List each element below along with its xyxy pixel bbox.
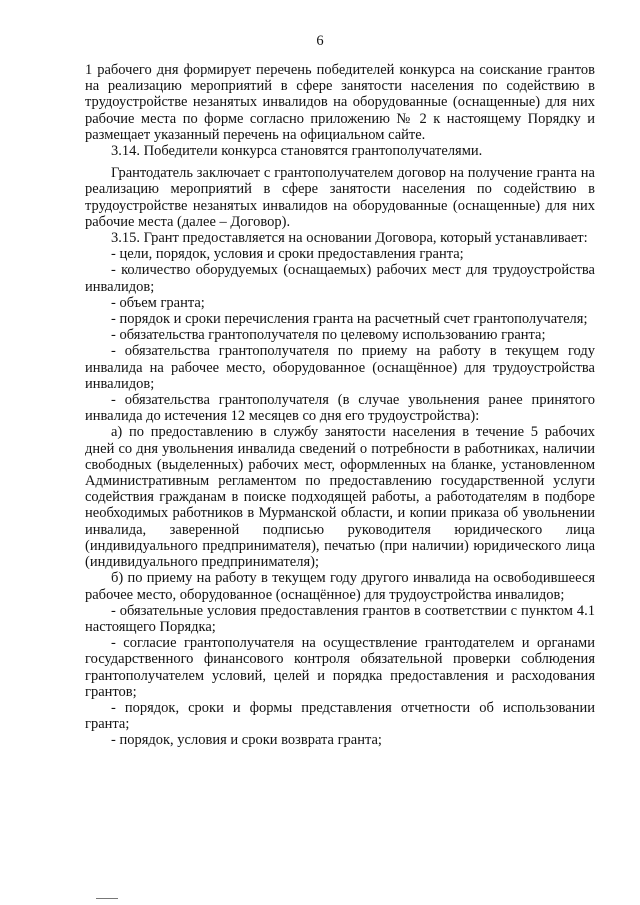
list-item: - обязательства грантополучателя по приему на работу в текущем году инвалида на рабочее место, оборудованное (оснащённое) для трудоустройства инвалидов; xyxy=(85,343,595,392)
list-item: - объем гранта; xyxy=(111,294,205,311)
list-item: - обязательные условия предоставления грантов в соответствии с пунктом 4.1 настоящего Порядка; xyxy=(85,602,595,635)
list-item: - порядок, сроки и формы представления отчетности об использовании гранта; xyxy=(85,699,595,733)
list-item: - обязательства грантополучателя по целевому использованию гранта; xyxy=(111,327,546,344)
list-item: - согласие грантополучателя на осуществление грантодателем и органами государственного финансового контроля обязательной проверки соблюдения грантополучателем условий, целей и порядка предоставления и расходования грантов; xyxy=(85,635,595,700)
list-item: - обязательства грантополучателя (в случае увольнения ранее принятого инвалида до истечения 12 месяцев со дня его трудоустройства): xyxy=(85,392,595,425)
list-item: - порядок и сроки перечисления гранта на расчетный счет грантополучателя; xyxy=(111,311,588,328)
footer-line xyxy=(96,898,118,899)
paragraph: 3.15. Грант предоставляется на основании Договора, который устанавливает: xyxy=(111,230,588,247)
list-item: - цели, порядок, условия и сроки предоставления гранта; xyxy=(111,246,464,263)
sub-item: б) по приему на работу в текущем году другого инвалида на освободившееся рабочее место, оборудованное (оснащённое) для трудоустройства инвалидов; xyxy=(85,570,595,603)
page-number: 6 xyxy=(316,33,324,49)
sub-item: а) по предоставлению в службу занятости населения в течение 5 рабочих дней со дня увольнения инвалида сведений о потребности в работниках, наличии свободных (выделенных) рабочих мест, оформленных на бланке, установленном Административным регламентом по предоставлению государственной услуги содействия гражданам в поиске подходящей работы, а работодателям в подборе необходимых работников в Мурманской области, и копии приказа об увольнении инвалида, заверенной подписью руководителя юридического лица (индивидуального предпринимателя), печатью (при наличии) юридического лица (индивидуального предпринимателя); xyxy=(85,424,595,571)
document-body xyxy=(85,62,595,749)
paragraph: 1 рабочего дня формирует перечень победителей конкурса на соискание грантов на реализацию мероприятий в сфере занятости населения по содействию в трудоустройстве незанятых инвалидов на оборудованные (оснащенные) для них рабочие места по форме согласно приложению № 2 к настоящему Порядку и размещает указанный перечень на официальном сайте. xyxy=(85,62,595,143)
list-item: - порядок, условия и сроки возврата гранта; xyxy=(111,732,382,749)
paragraph: Грантодатель заключает с грантополучателем договор на получение гранта на реализацию мероприятий в сфере занятости населения по содействию в трудоустройстве незанятых инвалидов на оборудованные (оснащенные) для них рабочие места (далее – Договор). xyxy=(85,165,595,230)
list-item: - количество оборудуемых (оснащаемых) рабочих мест для трудоустройства инвалидов; xyxy=(85,262,595,295)
paragraph: 3.14. Победители конкурса становятся грантополучателями. xyxy=(111,143,483,160)
